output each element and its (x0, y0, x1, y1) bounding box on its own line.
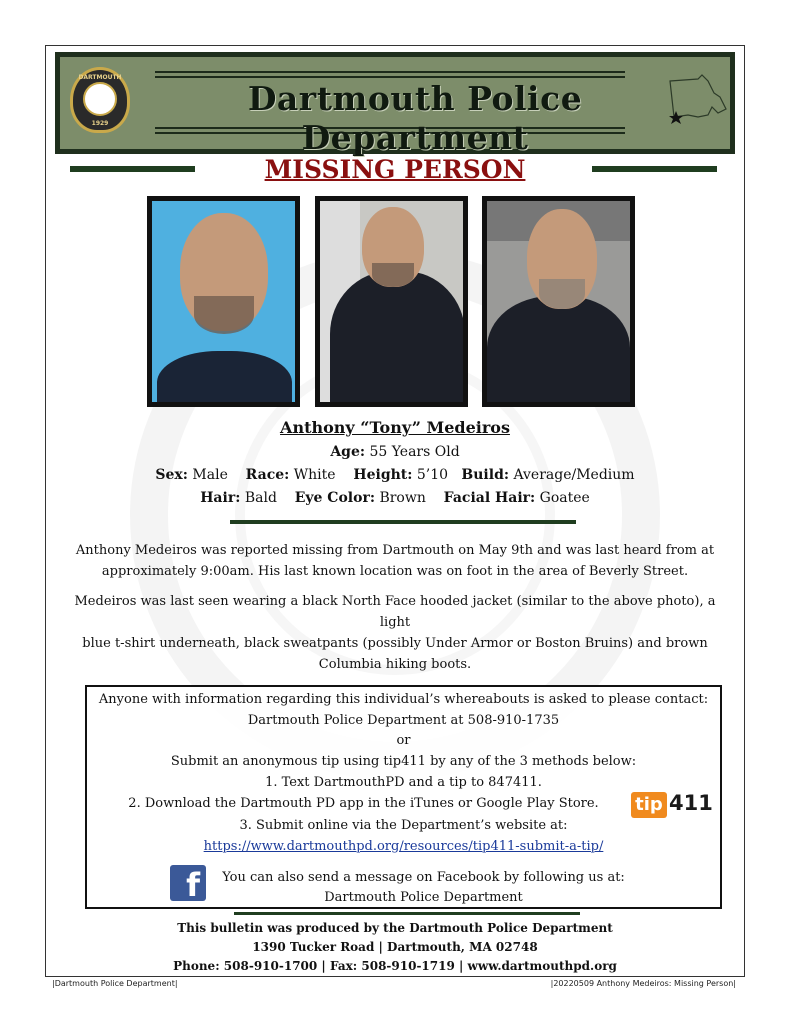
photo-black-jacket (315, 196, 468, 407)
attributes-line-age (100, 444, 690, 460)
police-badge-logo (70, 67, 130, 133)
facial-hair-value: Goatee (535, 490, 590, 506)
build-label: Build: (461, 467, 510, 483)
footer-divider (234, 912, 580, 915)
tip-intro: Submit an anonymous tip using tip411 by any of the 3 methods below: (170, 754, 637, 769)
sex-value: Male (187, 467, 228, 483)
description-p1-line2: approximately 9:00am. His last known location was on foot in the area of Beverly Street. (101, 564, 689, 579)
hair-label: Hair: (200, 490, 241, 506)
race-value: White (289, 467, 336, 483)
description-paragraph-1 (70, 540, 720, 582)
race-label: Race: (245, 467, 290, 483)
contact-or: or (396, 733, 411, 748)
build-value: Average/Medium (509, 467, 635, 483)
section-divider (230, 520, 576, 524)
description-p2-line1: Medeiros was last seen wearing a black North Face hooded jacket (similar to the above photo), a light (74, 594, 716, 630)
badge-emblem (83, 82, 117, 116)
height-value: 5’10 (412, 467, 449, 483)
facebook-line-1: You can also send a message on Facebook by following us at: (222, 870, 625, 885)
hair-value: Bald (240, 490, 277, 506)
department-title: Dartmouth Police Department (247, 79, 583, 157)
tip411-logo-tip: tip (631, 792, 667, 818)
title-rule-left (70, 166, 195, 172)
attributes-line-physical (100, 467, 690, 483)
runner-left: |Dartmouth Police Department| (52, 979, 178, 988)
age-label: Age: (330, 444, 366, 460)
photo-id-portrait (147, 196, 300, 407)
sex-label: Sex: (155, 467, 188, 483)
badge-year: 1929 (91, 120, 109, 127)
contact-intro: Anyone with information regarding this individual’s whereabouts is asked to please contact: (98, 692, 709, 707)
person-name: Anthony “Tony” Medeiros (280, 418, 510, 437)
badge-top-text: DARTMOUTH (78, 74, 122, 81)
contact-box (85, 685, 722, 909)
tip-method-3: 3. Submit online via the Department’s website at: (239, 818, 568, 833)
photo-smiling (482, 196, 635, 407)
description-p2-line2: blue t-shirt underneath, black sweatpants (possibly Under Armor or Boston Bruins) and brown (82, 636, 708, 651)
description-p1-line1: Anthony Medeiros was reported missing from Dartmouth on May 9th and was last heard from at (75, 543, 715, 558)
attributes-line-features (100, 490, 690, 506)
title-rule-right (592, 166, 717, 172)
age-value: 55 Years Old (365, 444, 460, 460)
facebook-line-2: Dartmouth Police Department (324, 890, 523, 905)
tip-submit-link[interactable]: https://www.dartmouthpd.org/resources/tip411-submit-a-tip/ (203, 839, 604, 854)
tip-method-2: 2. Download the Dartmouth PD app in the iTunes or Google Play Store. (128, 796, 599, 811)
tip411-logo (631, 790, 713, 820)
facial-hair-label: Facial Hair: (443, 490, 536, 506)
footer-phone-fax-web: Phone: 508-910-1700 | Fax: 508-910-1719 | www.dartmouthpd.org (173, 959, 617, 973)
missing-person-title: MISSING PERSON (264, 155, 526, 184)
footer-produced-by: This bulletin was produced by the Dartmouth Police Department (177, 921, 613, 935)
department-header (55, 52, 735, 157)
facebook-icon[interactable]: f (170, 865, 206, 901)
height-label: Height: (353, 467, 413, 483)
massachusetts-map-icon (668, 71, 728, 137)
tip-method-1: 1. Text DartmouthPD and a tip to 847411. (265, 775, 542, 790)
eye-color-value: Brown (375, 490, 426, 506)
header-rule-top-2 (155, 76, 625, 78)
description-paragraph-2 (70, 591, 720, 675)
description-p2-line3: Columbia hiking boots. (318, 657, 472, 672)
header-rule-top (155, 71, 625, 73)
tip411-logo-number: 411 (669, 791, 713, 815)
footer-address: 1390 Tucker Road | Dartmouth, MA 02748 (252, 940, 538, 954)
runner-right: |20220509 Anthony Medeiros: Missing Person| (550, 979, 736, 988)
eye-color-label: Eye Color: (294, 490, 375, 506)
contact-phone: Dartmouth Police Department at 508-910-1735 (247, 713, 560, 728)
